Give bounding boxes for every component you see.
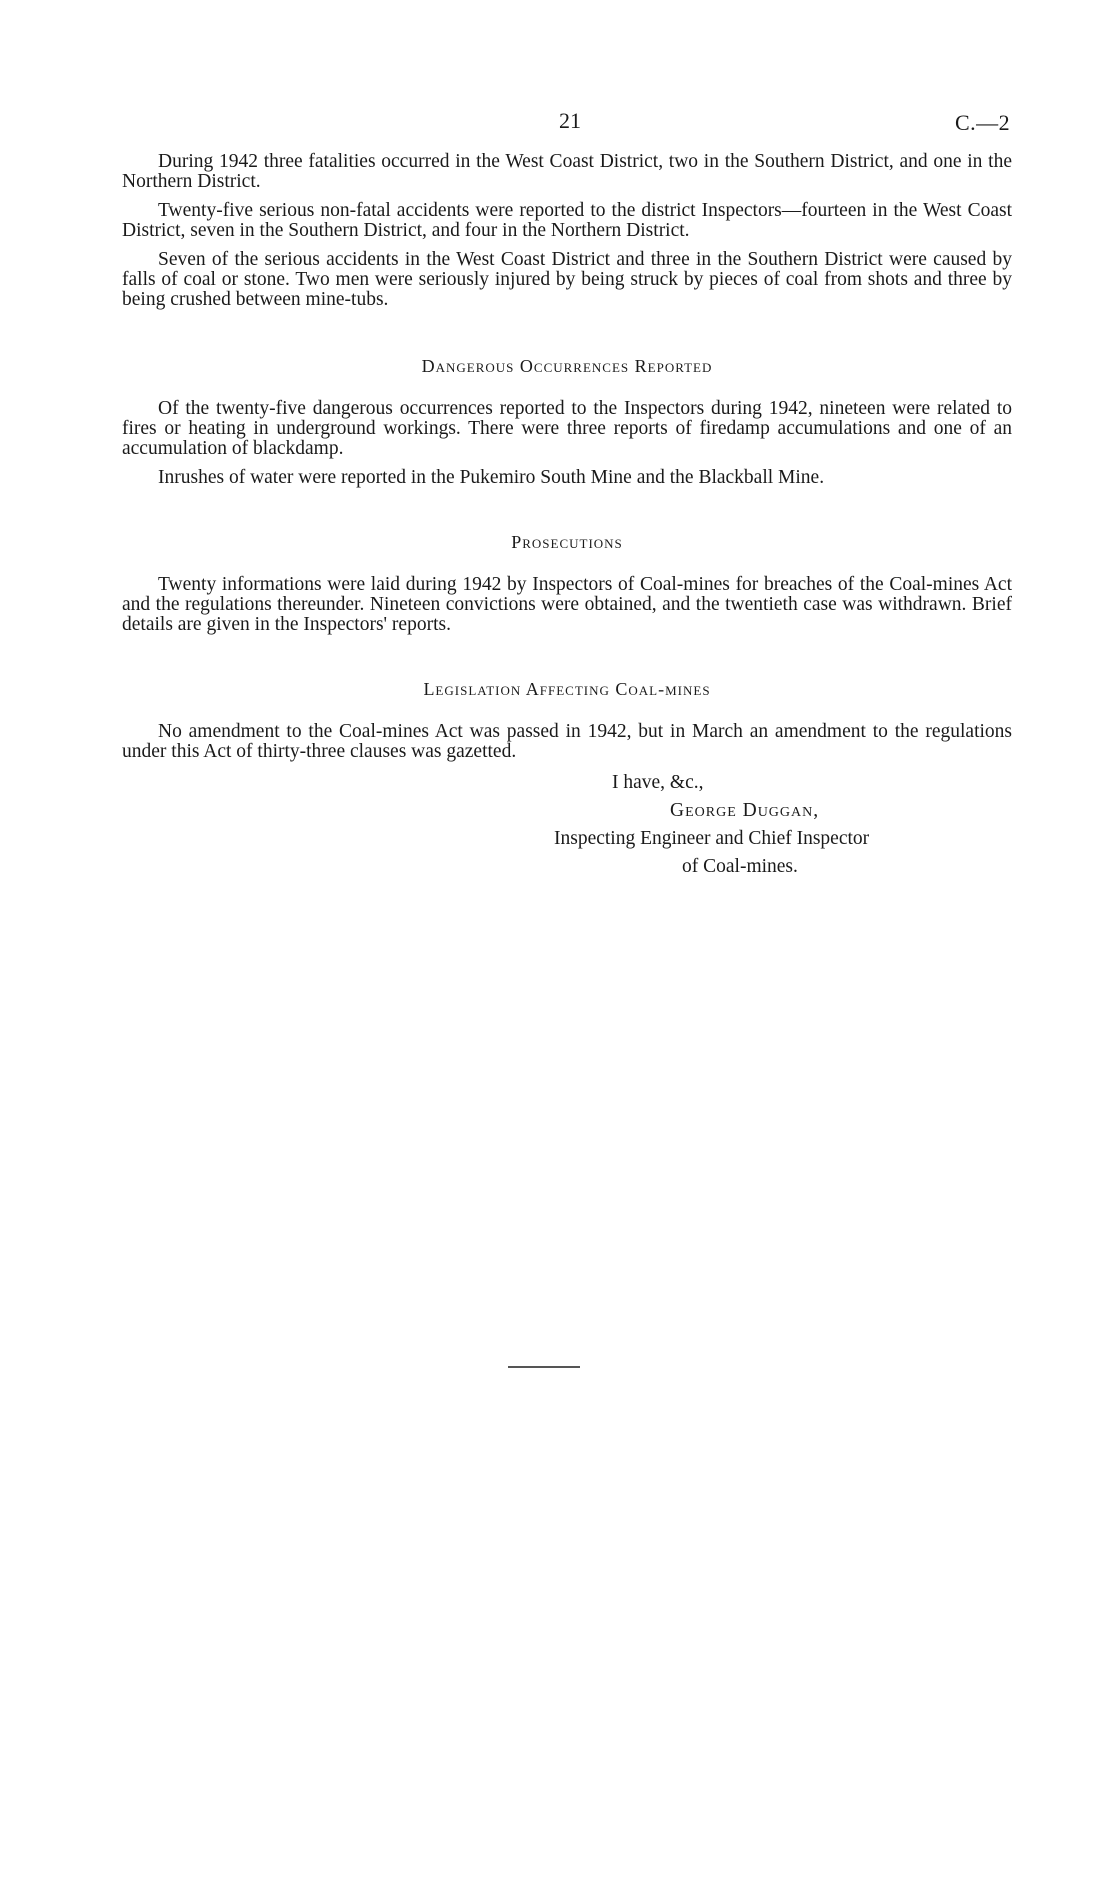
- heading-dangerous-occurrences: Dangerous Occurrences Reported: [421, 356, 713, 376]
- page-number: 21: [559, 108, 581, 133]
- paragraph-fatalities: During 1942 three fatalities occurred in the West Coast District, two in the Southern District, and one in the Northern District.: [122, 151, 1012, 192]
- signature-title-line2: of Coal-mines.: [682, 856, 798, 877]
- signature-name: George Duggan,: [670, 800, 820, 821]
- paragraph-inrushes: Inrushes of water were reported in the Pukemiro South Mine and the Blackball Mine.: [158, 467, 825, 488]
- paragraph-prosecutions: Twenty informations were laid during 1942 by Inspectors of Coal-mines for breaches of the Coal-mines Act and the regulations thereunder. Nineteen convictions were obtained, and the twentieth case was withdrawn. Brief details are given in the Inspectors' reports.: [122, 574, 1012, 635]
- paragraph-dangerous-occurrences: Of the twenty-five dangerous occurrences reported to the Inspectors during 1942, nineteen were related to fires or heating in underground workings. There were three reports of firedamp accumulations and one of an accumulation of blackdamp.: [122, 398, 1012, 459]
- page-body: [122, 152, 1012, 902]
- signature-block: [122, 772, 1012, 902]
- section-divider: [508, 1366, 580, 1368]
- paragraph-serious-accidents: Twenty-five serious non-fatal accidents were reported to the district Inspectors—fourteen in the West Coast District, seven in the Southern District, and four in the Northern District.: [122, 200, 1012, 241]
- heading-legislation: Legislation Affecting Coal-mines: [423, 679, 711, 699]
- document-reference: C.—2: [955, 110, 1011, 135]
- paragraph-accident-causes: Seven of the serious accidents in the West Coast District and three in the Southern District were caused by falls of coal or stone. Two men were seriously injured by being struck by pieces of coal from shots and three by being crushed between mine-tubs.: [122, 249, 1012, 310]
- heading-prosecutions: Prosecutions: [511, 532, 623, 552]
- signature-salutation: I have, &c.,: [612, 772, 704, 793]
- paragraph-legislation: No amendment to the Coal-mines Act was passed in 1942, but in March an amendment to the regulations under this Act of thirty-three clauses was gazetted.: [122, 721, 1012, 762]
- signature-title-line1: Inspecting Engineer and Chief Inspector: [554, 828, 870, 849]
